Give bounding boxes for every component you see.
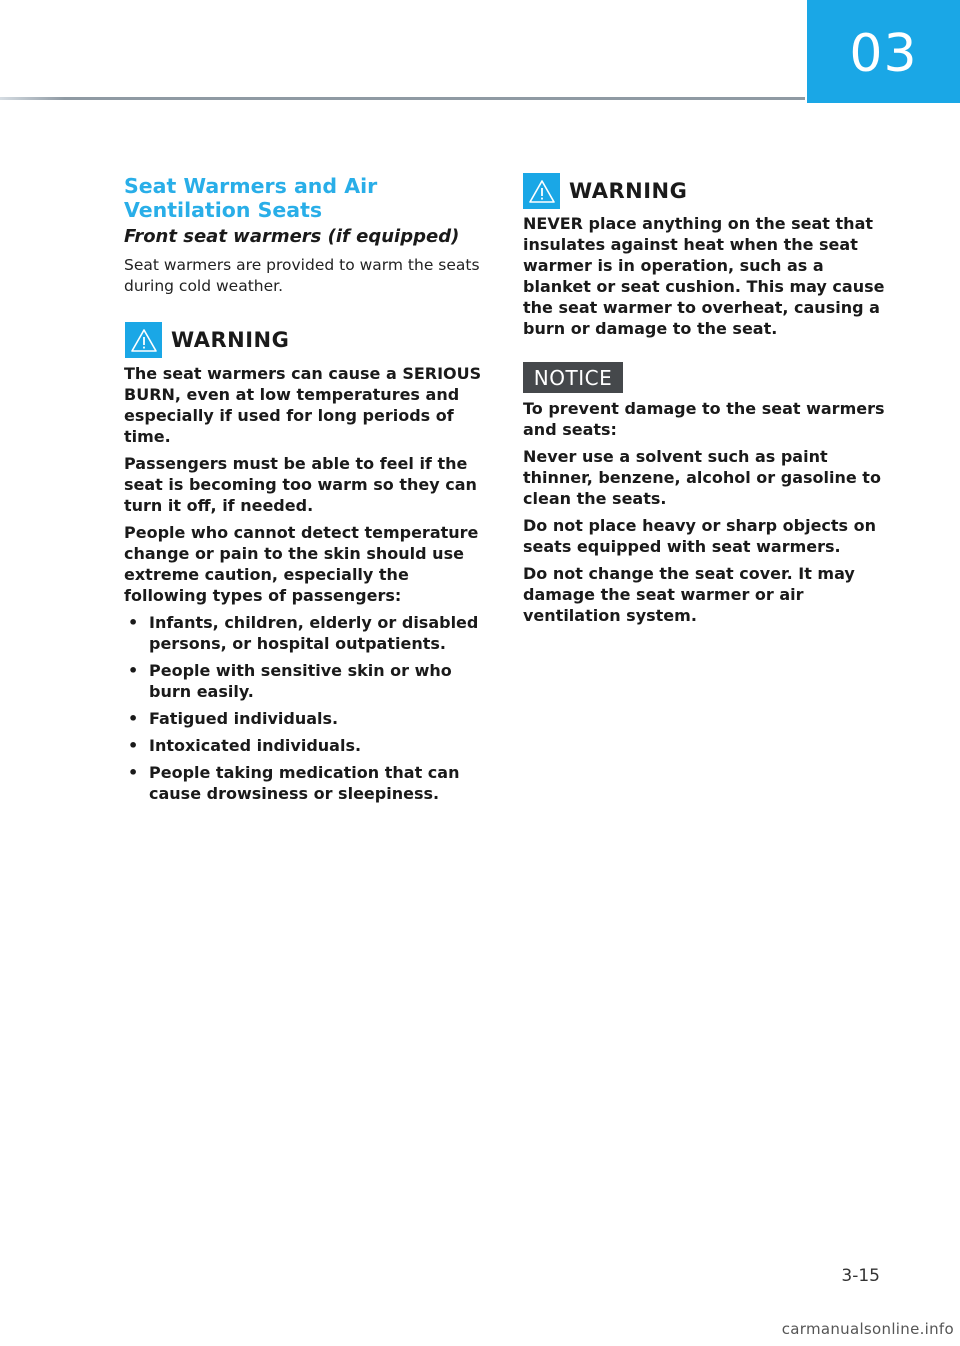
- warning-paragraph: People who cannot detect temperature change or pain to the skin should use extreme caution, especially the following types of passengers:: [124, 523, 479, 605]
- list-item: • People taking medication that can cause drowsiness or sleepiness.: [128, 763, 460, 803]
- right-warning-header: [523, 173, 687, 209]
- chapter-number: 03: [849, 23, 918, 84]
- warning-triangle-icon: [125, 322, 162, 358]
- warning-label: WARNING: [569, 179, 688, 203]
- notice-paragraph: Do not change the seat cover. It may damage the seat warmer or air ventilation system.: [523, 564, 855, 625]
- notice-label: NOTICE: [533, 365, 613, 390]
- left-warning-header: [125, 322, 289, 358]
- warning-paragraph: Passengers must be able to feel if the seat is becoming too warm so they can turn it off, if needed.: [124, 454, 477, 515]
- notice-badge: [523, 362, 623, 393]
- list-item: • People with sensitive skin or who burn easily.: [128, 661, 452, 701]
- section-title: Seat Warmers and Air Ventilation Seats: [124, 174, 378, 222]
- sub-title: Front seat warmers (if equipped): [124, 226, 460, 247]
- notice-paragraph: Never use a solvent such as paint thinner, benzene, alcohol or gasoline to clean the seats.: [523, 447, 881, 508]
- notice-body: [523, 398, 885, 632]
- warning-paragraph: NEVER place anything on the seat that insulates against heat when the seat warmer is in operation, such as a blanket or seat cushion. This may cause the seat warmer to overheat, causing a burn or damage to the seat.: [523, 214, 885, 338]
- warning-paragraph: The seat warmers can cause a SERIOUS BURN, even at low temperatures and especially if used for long periods of time.: [124, 364, 482, 446]
- page-number: 3-15: [841, 1266, 880, 1286]
- chapter-tab: [807, 0, 960, 103]
- warning-triangle-icon: [523, 173, 560, 209]
- watermark-link[interactable]: carmanualsonline.info: [781, 1320, 954, 1338]
- header-rule: [0, 97, 805, 100]
- list-item: • Infants, children, elderly or disabled persons, or hospital outpatients.: [128, 613, 479, 653]
- warning-label: WARNING: [171, 328, 290, 352]
- intro-text: Seat warmers are provided to warm the seats during cold weather.: [124, 256, 480, 295]
- notice-paragraph: To prevent damage to the seat warmers and seats:: [523, 399, 885, 439]
- passenger-list: [124, 612, 489, 804]
- right-warning-body: [523, 213, 885, 345]
- list-item: • Fatigued individuals.: [128, 709, 339, 728]
- notice-paragraph: Do not place heavy or sharp objects on seats equipped with seat warmers.: [523, 516, 877, 556]
- list-item: • Intoxicated individuals.: [128, 736, 362, 755]
- left-warning-body: [124, 363, 489, 810]
